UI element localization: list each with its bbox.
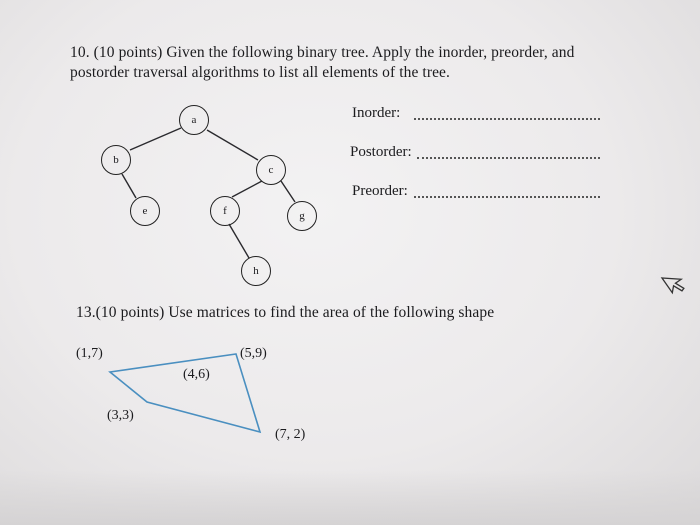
- tree-node-b: b: [101, 145, 131, 175]
- point-label-5-9: (5,9): [240, 346, 267, 361]
- q13-title: 13.(10 points) Use matrices to find the area of the following shape: [76, 304, 495, 321]
- q10-line-1: 10. (10 points) Given the following binary tree. Apply the inorder, preorder, and: [70, 44, 575, 61]
- tree-node-a: a: [179, 105, 209, 135]
- point-label-7-2: (7, 2): [275, 427, 306, 442]
- tree-node-e: e: [130, 196, 160, 226]
- edge-c-g: [281, 181, 295, 202]
- edge-c-f: [232, 181, 262, 197]
- point-label-1-7: (1,7): [76, 346, 103, 361]
- edge-a-c: [207, 130, 258, 160]
- tree-node-c: c: [256, 155, 286, 185]
- edge-f-h: [229, 224, 249, 258]
- q10-line-2: postorder traversal algorithms to list all elements of the tree.: [70, 64, 451, 81]
- preorder-label: Preorder:: [352, 183, 408, 199]
- tree-node-h: h: [241, 256, 271, 286]
- postorder-label: Postorder:: [350, 144, 412, 160]
- point-label-3-3: (3,3): [107, 408, 134, 423]
- point-label-4-6: (4,6): [183, 367, 210, 382]
- inorder-label: Inorder:: [352, 105, 401, 121]
- edge-a-b: [130, 128, 181, 150]
- tree-node-f: f: [210, 196, 240, 226]
- edge-b-e: [122, 174, 136, 198]
- tree-node-g: g: [287, 201, 317, 231]
- tree-edges: [122, 128, 295, 258]
- cursor-icon: [662, 269, 687, 296]
